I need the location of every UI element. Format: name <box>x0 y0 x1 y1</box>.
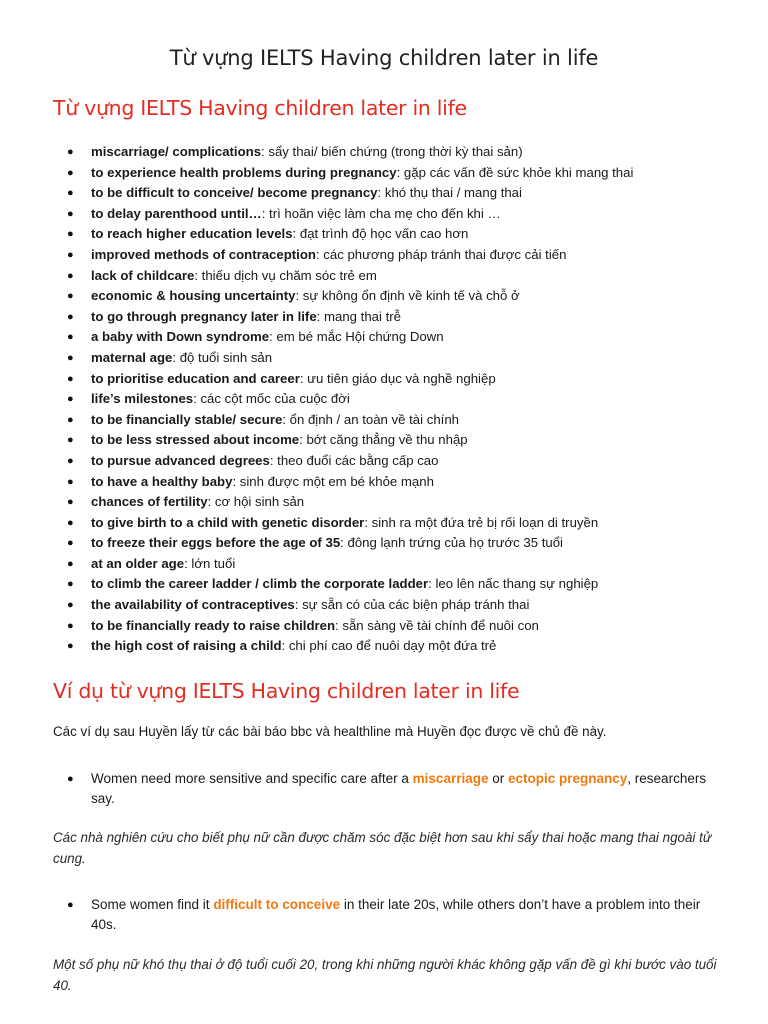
vocab-meaning: : độ tuổi sinh sản <box>172 349 273 365</box>
vocab-term: to freeze their eggs before the age of 35 <box>91 535 341 551</box>
vocab-item <box>0 472 768 493</box>
bullet-icon: ● <box>67 331 74 344</box>
vocab-item <box>0 266 768 287</box>
vocab-item <box>0 307 768 328</box>
vocab-meaning: : bớt căng thẳng về thu nhập <box>299 432 468 448</box>
page-title: Từ vựng IELTS Having children later in life <box>169 46 599 70</box>
vocab-meaning: : ưu tiên giáo dục và nghề nghiệp <box>299 370 496 386</box>
vocab-meaning: : leo lên nấc thang sự nghiệp <box>428 576 599 592</box>
example-translation-2: Một số phụ nữ khó thụ thai ở độ tuổi cuối 20, trong khi những người khác không gặp vấn đề gì khi bước vào tuổi 40. <box>53 957 717 993</box>
vocab-item <box>0 451 768 472</box>
bullet-icon: ● <box>67 166 74 179</box>
vocab-item <box>0 595 768 616</box>
bullet-icon: ● <box>67 269 74 282</box>
vocab-term: to have a healthy baby <box>91 473 233 489</box>
vocab-item <box>0 327 768 348</box>
vocab-item <box>0 224 768 245</box>
vocab-item <box>0 245 768 266</box>
vocab-term: chances of fertility <box>91 494 208 510</box>
vocab-meaning: : các phương pháp tránh thai được cải tiến <box>315 246 567 262</box>
vocab-item <box>0 513 768 534</box>
vocab-term: a baby with Down syndrome <box>91 329 270 345</box>
examples-intro: Các ví dụ sau Huyền lấy từ các bài báo bbc và healthline mà Huyền đọc được về chủ đề này. <box>53 724 607 739</box>
highlight-term: miscarriage <box>412 771 489 786</box>
vocab-term: to pursue advanced degrees <box>91 452 270 468</box>
bullet-icon: ● <box>67 619 74 632</box>
vocab-meaning: : sự không ổn định về kinh tế và chỗ ở <box>295 288 520 304</box>
bullet-icon: ● <box>67 899 74 911</box>
bullet-icon: ● <box>67 454 74 467</box>
vocab-term: the availability of contraceptives <box>91 597 295 613</box>
bullet-icon: ● <box>67 516 74 529</box>
vocab-meaning: : sẵn sàng về tài chính để nuôi con <box>335 617 539 633</box>
highlight-term: difficult to conceive <box>213 897 341 912</box>
vocab-term: to give birth to a child with genetic disorder <box>91 514 365 530</box>
vocab-meaning: : ổn định / an toàn về tài chính <box>282 411 459 427</box>
vocab-item <box>0 616 768 637</box>
vocab-item <box>0 348 768 369</box>
vocab-meaning: : khó thụ thai / mang thai <box>377 185 522 201</box>
bullet-icon: ● <box>67 351 74 364</box>
vocab-term: to go through pregnancy later in life <box>91 308 317 324</box>
vocab-term: to be less stressed about income <box>91 432 300 448</box>
vocab-item <box>0 636 768 657</box>
vocab-meaning: : thiếu dịch vụ chăm sóc trẻ em <box>194 267 377 283</box>
vocab-item <box>0 183 768 204</box>
vocab-item <box>0 492 768 513</box>
vocab-term: to delay parenthood until… <box>91 205 262 221</box>
vocab-term: improved methods of contraception <box>91 246 316 262</box>
vocab-item <box>0 142 768 163</box>
vocab-meaning: : đông lạnh trứng của họ trước 35 tuổi <box>340 535 563 551</box>
bullet-icon: ● <box>67 496 74 509</box>
vocab-term: to reach higher education levels <box>91 226 293 242</box>
example-translation-1: Các nhà nghiên cứu cho biết phụ nữ cần được chăm sóc đặc biệt hơn sau khi sẩy thai hoặc mang thai ngoài tử cung. <box>53 830 712 866</box>
bullet-icon: ● <box>67 228 74 241</box>
bullet-icon: ● <box>67 413 74 426</box>
vocabulary-heading: Từ vựng IELTS Having children later in life <box>53 96 467 120</box>
bullet-icon: ● <box>67 773 74 785</box>
vocab-term: life’s milestones <box>91 391 194 407</box>
vocab-meaning: : theo đuổi các bằng cấp cao <box>269 452 439 468</box>
vocab-item <box>0 163 768 184</box>
vocab-term: economic & housing uncertainty <box>91 288 296 304</box>
bullet-icon: ● <box>67 372 74 385</box>
vocab-item <box>0 410 768 431</box>
bullet-icon: ● <box>67 557 74 570</box>
bullet-icon: ● <box>67 599 74 612</box>
vocab-term: the high cost of raising a child <box>91 638 282 654</box>
bullet-icon: ● <box>67 475 74 488</box>
vocab-meaning: : sự sẵn có của các biện pháp tránh thai <box>294 597 530 613</box>
bullet-icon: ● <box>67 248 74 261</box>
vocab-item <box>0 204 768 225</box>
vocab-meaning: : mang thai trễ <box>316 308 401 324</box>
vocab-meaning: : các cột mốc của cuộc đời <box>193 391 350 407</box>
vocab-meaning: : sinh ra một đứa trẻ bị rối loạn di truyền <box>364 514 599 530</box>
vocab-meaning: : sinh được một em bé khỏe mạnh <box>232 473 434 489</box>
vocab-meaning: : sẩy thai/ biến chứng (trong thời kỳ thai sản) <box>261 144 523 159</box>
vocab-item <box>0 389 768 410</box>
bullet-icon: ● <box>67 146 74 158</box>
vocab-term: to prioritise education and career <box>91 370 300 386</box>
vocab-meaning: : đạt trình độ học vấn cao hơn <box>292 226 469 242</box>
vocab-meaning: : chi phí cao để nuôi dạy một đứa trẻ <box>281 638 497 654</box>
vocab-term: to be difficult to conceive/ become pregnancy <box>91 185 378 201</box>
vocab-term: to climb the career ladder / climb the corporate ladder <box>91 576 429 592</box>
vocab-item <box>0 369 768 390</box>
bullet-icon: ● <box>67 393 74 406</box>
example-item-2: ● Some women find it difficult to conceive in their late 20s, while others don’t have a problem into their 40s. <box>67 897 701 932</box>
highlight-term: ectopic pregnancy <box>508 771 628 786</box>
vocab-term: to experience health problems during pregnancy <box>91 164 397 180</box>
bullet-icon: ● <box>67 187 74 200</box>
examples-heading: Ví dụ từ vựng IELTS Having children later in life <box>53 679 520 703</box>
example-item-1: ● Women need more sensitive and specific care after a miscarriage or ectopic pregnancy, researchers say. <box>67 771 707 806</box>
vocab-meaning: : trì hoãn việc làm cha mẹ cho đến khi … <box>261 205 501 221</box>
vocab-term: lack of childcare <box>91 267 195 283</box>
vocab-item <box>0 430 768 451</box>
vocab-term: at an older age <box>91 555 185 571</box>
vocab-meaning: : gặp các vấn đề sức khỏe khi mang thai <box>396 164 634 180</box>
bullet-icon: ● <box>67 578 74 591</box>
bullet-icon: ● <box>67 537 74 550</box>
vocab-term: to be financially stable/ secure <box>91 411 283 427</box>
bullet-icon: ● <box>67 434 74 447</box>
bullet-icon: ● <box>67 310 74 323</box>
vocabulary-list <box>0 142 768 657</box>
vocab-item <box>0 574 768 595</box>
bullet-icon: ● <box>67 640 74 653</box>
bullet-icon: ● <box>67 207 74 220</box>
vocab-term: maternal age <box>91 349 173 365</box>
vocab-item <box>0 286 768 307</box>
vocab-item <box>0 533 768 554</box>
bullet-icon: ● <box>67 290 74 303</box>
vocab-meaning: : cơ hội sinh sản <box>207 494 305 510</box>
vocab-term: to be financially ready to raise children <box>91 617 336 633</box>
vocab-item <box>0 554 768 575</box>
vocab-term: miscarriage/ complications <box>91 144 262 159</box>
vocab-meaning: : em bé mắc Hội chứng Down <box>269 329 444 345</box>
vocab-meaning: : lớn tuổi <box>184 555 236 571</box>
